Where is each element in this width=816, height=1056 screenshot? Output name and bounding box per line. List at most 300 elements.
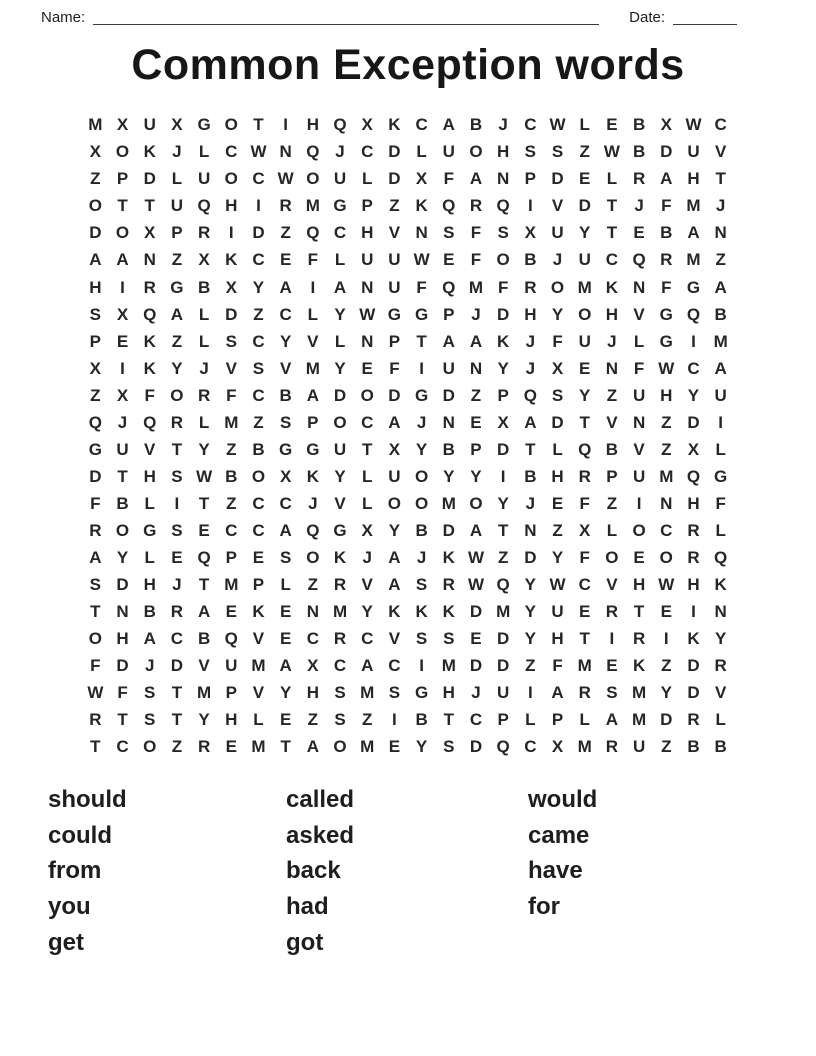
grid-letter: D	[388, 142, 401, 162]
word-list-column-2	[286, 782, 528, 961]
grid-letter: I	[283, 115, 289, 135]
grid-letter: O	[306, 548, 320, 567]
grid-letter: O	[469, 493, 483, 513]
grid-letter: M	[360, 683, 375, 703]
grid-letter: F	[307, 250, 319, 270]
grid-letter: T	[117, 466, 128, 486]
word-item: came	[528, 821, 590, 849]
word-item: got	[286, 929, 324, 957]
grid-letter: A	[714, 277, 727, 297]
word-item: asked	[286, 821, 355, 849]
grid-letter: O	[333, 737, 347, 757]
grid-letter: J	[715, 196, 726, 216]
grid-letter: Q	[333, 115, 347, 135]
grid-letter: K	[687, 629, 700, 649]
word-item: should	[48, 785, 127, 813]
grid-letter: G	[414, 304, 429, 324]
grid-letter: B	[524, 466, 537, 486]
grid-letter: N	[605, 358, 619, 378]
grid-letter: G	[714, 466, 728, 486]
grid-letter: R	[714, 656, 727, 676]
grid-letter: X	[551, 737, 564, 757]
grid-letter: R	[333, 629, 347, 649]
grid-letter: R	[687, 520, 700, 540]
wordsearch-grid	[0, 112, 816, 761]
grid-letter: F	[117, 683, 128, 703]
grid-letter: M	[632, 683, 647, 703]
date-label: Date:	[629, 9, 665, 26]
grid-letter: D	[687, 656, 700, 676]
grid-letter: S	[171, 520, 183, 540]
grid-letter: E	[579, 358, 591, 378]
grid-letter: E	[279, 629, 292, 649]
grid-letter: R	[442, 575, 455, 595]
grid-letter: L	[198, 304, 210, 324]
grid-letter: Q	[306, 520, 320, 540]
grid-letter: Z	[253, 412, 264, 432]
grid-letter: A	[388, 548, 401, 567]
grid-letter: Y	[687, 385, 700, 405]
grid-letter: Z	[661, 737, 672, 757]
grid-letter: G	[333, 520, 347, 540]
grid-letter: S	[89, 304, 102, 324]
grid-letter: T	[171, 439, 183, 459]
date-blank-line	[673, 10, 737, 25]
grid-letter: R	[524, 277, 537, 297]
grid-letter: U	[116, 439, 129, 459]
grid-letter: V	[633, 304, 645, 324]
grid-letter: T	[198, 575, 210, 595]
grid-letter: E	[606, 115, 618, 135]
grid-letter: D	[116, 656, 129, 676]
grid-letter: W	[549, 115, 566, 135]
grid-letter: Z	[90, 169, 101, 189]
grid-letter: L	[715, 439, 726, 459]
grid-letter: B	[442, 439, 455, 459]
grid-letter: K	[714, 575, 727, 595]
grid-letter: A	[660, 169, 673, 189]
grid-letter: Z	[171, 737, 183, 757]
grid-letter: V	[606, 575, 618, 595]
grid-letter: S	[144, 683, 156, 703]
grid-letter: U	[388, 277, 401, 297]
grid-letter: Z	[606, 385, 618, 405]
word-item: called	[286, 785, 355, 813]
grid-letter: O	[115, 142, 130, 162]
grid-letter: V	[633, 439, 645, 459]
grid-letter: V	[307, 331, 319, 351]
grid-letter: E	[551, 493, 564, 513]
grid-letter: A	[116, 250, 129, 270]
grid-letter: P	[361, 196, 373, 216]
grid-letter: D	[388, 385, 401, 405]
grid-letter: E	[606, 656, 618, 676]
grid-letter: J	[335, 142, 345, 162]
grid-letter: I	[691, 602, 696, 622]
grid-letter: V	[388, 223, 401, 243]
grid-letter: X	[116, 115, 129, 135]
grid-letter: Z	[307, 710, 319, 730]
grid-letter: C	[225, 520, 238, 540]
grid-letter: G	[333, 196, 347, 216]
grid-letter: I	[527, 683, 533, 703]
grid-letter: Z	[661, 412, 672, 432]
grid-letter: A	[279, 520, 292, 540]
grid-letter: L	[416, 142, 427, 162]
grid-letter: J	[416, 548, 427, 567]
grid-letter: O	[251, 466, 266, 486]
grid-letter: O	[224, 115, 238, 135]
grid-letter: H	[687, 169, 700, 189]
grid-letter: X	[279, 466, 292, 486]
grid-letter: N	[442, 412, 455, 432]
grid-letter: A	[361, 656, 374, 676]
grid-letter: R	[605, 602, 619, 622]
word-list	[0, 782, 816, 961]
grid-letter: Q	[686, 304, 701, 324]
grid-letter: W	[250, 142, 267, 162]
grid-letter: Y	[524, 575, 537, 595]
grid-letter: N	[714, 602, 727, 622]
grid-letter: A	[605, 710, 619, 730]
grid-letter: D	[143, 169, 156, 189]
grid-letter: Z	[661, 439, 672, 459]
grid-letter: H	[143, 466, 156, 486]
grid-letter: T	[715, 169, 726, 189]
grid-letter: D	[497, 656, 510, 676]
grid-letter: U	[225, 656, 238, 676]
grid-letter: I	[691, 331, 696, 351]
grid-letter: P	[225, 683, 237, 703]
grid-letter: R	[170, 412, 184, 432]
grid-letter: H	[524, 304, 537, 324]
grid-letter: D	[497, 629, 510, 649]
grid-letter: Z	[606, 493, 618, 513]
grid-letter: G	[414, 385, 429, 405]
grid-letter: P	[524, 169, 537, 189]
grid-letter: J	[172, 575, 182, 595]
grid-letter: I	[228, 223, 234, 243]
grid-letter: C	[714, 115, 727, 135]
grid-letter: E	[579, 602, 591, 622]
grid-letter: D	[551, 169, 564, 189]
grid-letter: A	[687, 223, 700, 243]
grid-letter: H	[632, 575, 646, 595]
grid-letter: L	[715, 520, 726, 540]
grid-letter: M	[659, 466, 674, 486]
grid-letter: R	[578, 683, 591, 703]
grid-letter: M	[686, 250, 701, 270]
grid-letter: J	[172, 142, 182, 162]
grid-letter: C	[361, 629, 374, 649]
grid-letter: I	[174, 493, 180, 513]
grid-letter: Q	[306, 142, 320, 162]
grid-letter: Q	[224, 629, 238, 649]
grid-letter: Q	[197, 548, 211, 567]
grid-letter: Z	[171, 331, 183, 351]
grid-letter: T	[144, 196, 155, 216]
grid-letter: G	[306, 439, 320, 459]
grid-letter: Z	[90, 385, 101, 405]
grid-letter: R	[170, 602, 184, 622]
grid-letter: I	[527, 196, 533, 216]
grid-letter: D	[442, 520, 455, 540]
grid-letter: J	[308, 493, 318, 513]
grid-letter: E	[443, 250, 455, 270]
grid-letter: V	[144, 439, 156, 459]
grid-letter: P	[307, 412, 319, 432]
grid-letter: C	[252, 385, 265, 405]
grid-letter: B	[143, 602, 156, 622]
grid-letter: O	[143, 737, 157, 757]
grid-letter: H	[687, 493, 700, 513]
grid-letter: E	[633, 223, 645, 243]
grid-letter: O	[578, 304, 592, 324]
grid-letter: N	[361, 277, 374, 297]
grid-letter: W	[467, 548, 484, 567]
grid-letter: Z	[226, 493, 237, 513]
grid-letter: E	[279, 602, 292, 622]
grid-letter: V	[714, 683, 727, 703]
grid-letter: R	[687, 710, 700, 730]
grid-letter: N	[632, 412, 646, 432]
grid-letter: E	[579, 169, 591, 189]
grid-letter: S	[279, 412, 292, 432]
grid-letter: Q	[496, 737, 510, 757]
grid-letter: Y	[388, 520, 401, 540]
grid-letter: T	[416, 331, 427, 351]
grid-letter: U	[714, 385, 727, 405]
grid-letter: X	[116, 304, 129, 324]
grid-letter: L	[144, 548, 155, 567]
grid-letter: T	[497, 520, 509, 540]
grid-letter: S	[443, 737, 455, 757]
grid-letter: J	[525, 331, 536, 351]
grid-letter: C	[361, 412, 374, 432]
grid-letter: X	[144, 223, 156, 243]
grid-letter: T	[606, 196, 618, 216]
grid-letter: T	[579, 412, 590, 432]
grid-letter: E	[252, 548, 265, 567]
grid-letter: R	[197, 385, 211, 405]
grid-letter: C	[252, 493, 265, 513]
grid-letter: A	[442, 331, 455, 351]
grid-letter: P	[551, 710, 564, 730]
grid-letter: P	[497, 385, 509, 405]
grid-letter: C	[415, 115, 428, 135]
grid-letter: F	[661, 196, 672, 216]
grid-letter: H	[306, 115, 319, 135]
grid-letter: L	[198, 331, 210, 351]
grid-letter: X	[687, 439, 700, 459]
grid-letter: L	[198, 142, 210, 162]
grid-letter: C	[524, 737, 537, 757]
grid-letter: V	[225, 358, 237, 378]
grid-letter: V	[361, 575, 373, 595]
grid-letter: F	[633, 358, 645, 378]
grid-letter: S	[415, 629, 428, 649]
grid-letter: C	[687, 358, 700, 378]
grid-letter: U	[578, 250, 591, 270]
grid-letter: L	[334, 331, 346, 351]
grid-letter: Z	[579, 142, 590, 162]
grid-letter: G	[170, 277, 184, 297]
grid-letter: K	[388, 602, 401, 622]
grid-letter: V	[606, 412, 618, 432]
grid-letter: M	[713, 331, 728, 351]
grid-letter: S	[225, 331, 237, 351]
grid-letter: L	[280, 575, 291, 595]
grid-letter: E	[116, 331, 129, 351]
grid-letter: O	[496, 250, 510, 270]
grid-letter: X	[361, 115, 373, 135]
grid-letter: T	[171, 683, 183, 703]
grid-letter: M	[224, 575, 239, 595]
grid-letter: L	[144, 493, 155, 513]
grid-letter: U	[632, 385, 646, 405]
grid-letter: U	[388, 250, 401, 270]
grid-letter: S	[279, 548, 292, 567]
grid-letter: R	[469, 196, 483, 216]
grid-letter: S	[415, 575, 428, 595]
grid-letter: J	[199, 358, 209, 378]
grid-letter: X	[171, 115, 183, 135]
grid-letter: L	[579, 710, 590, 730]
grid-letter: B	[524, 250, 537, 270]
grid-letter: K	[442, 602, 455, 622]
grid-letter: B	[279, 385, 292, 405]
grid-letter: L	[307, 304, 319, 324]
grid-letter: F	[470, 223, 482, 243]
grid-letter: O	[88, 196, 102, 216]
grid-letter: I	[310, 277, 316, 297]
worksheet-header	[0, 0, 816, 26]
grid-letter: P	[497, 710, 509, 730]
grid-letter: O	[387, 493, 402, 513]
grid-letter: F	[90, 493, 101, 513]
grid-letter: H	[89, 277, 102, 297]
grid-letter: T	[362, 439, 373, 459]
grid-letter: B	[714, 737, 727, 757]
grid-letter: Y	[714, 629, 727, 649]
grid-letter: Y	[443, 466, 455, 486]
grid-letter: C	[306, 629, 319, 649]
grid-letter: F	[579, 493, 590, 513]
grid-letter: D	[497, 439, 510, 459]
grid-letter: T	[117, 196, 128, 216]
grid-letter: W	[413, 250, 430, 270]
grid-letter: L	[171, 169, 183, 189]
grid-letter: Y	[171, 358, 183, 378]
grid-letter: B	[632, 115, 646, 135]
word-item: back	[286, 857, 341, 885]
word-list-column-3	[528, 782, 597, 961]
grid-letter: S	[524, 142, 537, 162]
grid-letter: H	[687, 575, 700, 595]
word-item: would	[528, 785, 598, 813]
grid-letter: C	[279, 304, 292, 324]
grid-letter: R	[632, 169, 646, 189]
grid-letter: D	[660, 710, 673, 730]
grid-letter: C	[252, 250, 265, 270]
grid-letter: U	[143, 115, 156, 135]
grid-letter: S	[606, 683, 618, 703]
grid-letter: W	[603, 142, 620, 162]
grid-letter: B	[415, 710, 428, 730]
grid-letter: N	[524, 520, 537, 540]
grid-letter: S	[171, 466, 183, 486]
grid-letter: L	[362, 169, 373, 189]
grid-letter: B	[252, 439, 265, 459]
grid-letter: Y	[579, 223, 591, 243]
grid-letter: X	[524, 223, 537, 243]
grid-letter: A	[388, 412, 401, 432]
grid-letter: L	[525, 710, 536, 730]
grid-letter: A	[442, 115, 455, 135]
grid-letter: X	[198, 250, 210, 270]
grid-letter: Y	[579, 385, 591, 405]
grid-letter: Y	[497, 358, 509, 378]
grid-letter: Y	[470, 466, 482, 486]
grid-letter: C	[333, 656, 347, 676]
grid-letter: W	[658, 575, 675, 595]
grid-letter: C	[361, 142, 374, 162]
grid-letter: W	[549, 575, 566, 595]
grid-letter: Z	[497, 548, 509, 567]
grid-letter: W	[196, 466, 213, 486]
grid-letter: F	[389, 358, 400, 378]
grid-letter: T	[579, 629, 590, 649]
grid-letter: P	[470, 439, 482, 459]
grid-letter: U	[388, 466, 401, 486]
grid-letter: C	[660, 520, 673, 540]
grid-letter: V	[279, 358, 292, 378]
grid-letter: B	[225, 466, 238, 486]
grid-letter: B	[660, 223, 673, 243]
grid-letter: A	[714, 358, 727, 378]
grid-letter: D	[116, 575, 129, 595]
grid-letter: C	[578, 575, 591, 595]
grid-letter: K	[632, 656, 646, 676]
grid-letter: J	[471, 304, 481, 324]
grid-letter: U	[333, 439, 347, 459]
grid-letter: O	[605, 548, 619, 567]
grid-letter: E	[225, 737, 237, 757]
grid-letter: G	[686, 277, 701, 297]
grid-letter: A	[197, 602, 211, 622]
grid-letter: L	[552, 439, 563, 459]
grid-letter: D	[225, 304, 238, 324]
grid-letter: S	[551, 142, 564, 162]
grid-letter: N	[660, 493, 673, 513]
grid-letter: X	[116, 385, 129, 405]
grid-letter: P	[89, 331, 102, 351]
grid-letter: F	[226, 385, 237, 405]
grid-letter: C	[116, 737, 129, 757]
grid-letter: Q	[496, 575, 510, 595]
word-item: had	[286, 893, 329, 921]
grid-letter: F	[661, 277, 672, 297]
grid-letter: X	[89, 142, 102, 162]
grid-letter: D	[497, 304, 510, 324]
grid-letter: G	[659, 331, 673, 351]
grid-letter: M	[88, 115, 103, 135]
grid-letter: Y	[524, 602, 537, 622]
grid-letter: N	[415, 223, 428, 243]
grid-letter: Q	[523, 385, 537, 405]
grid-letter: I	[419, 358, 424, 378]
grid-letter: N	[306, 602, 319, 622]
